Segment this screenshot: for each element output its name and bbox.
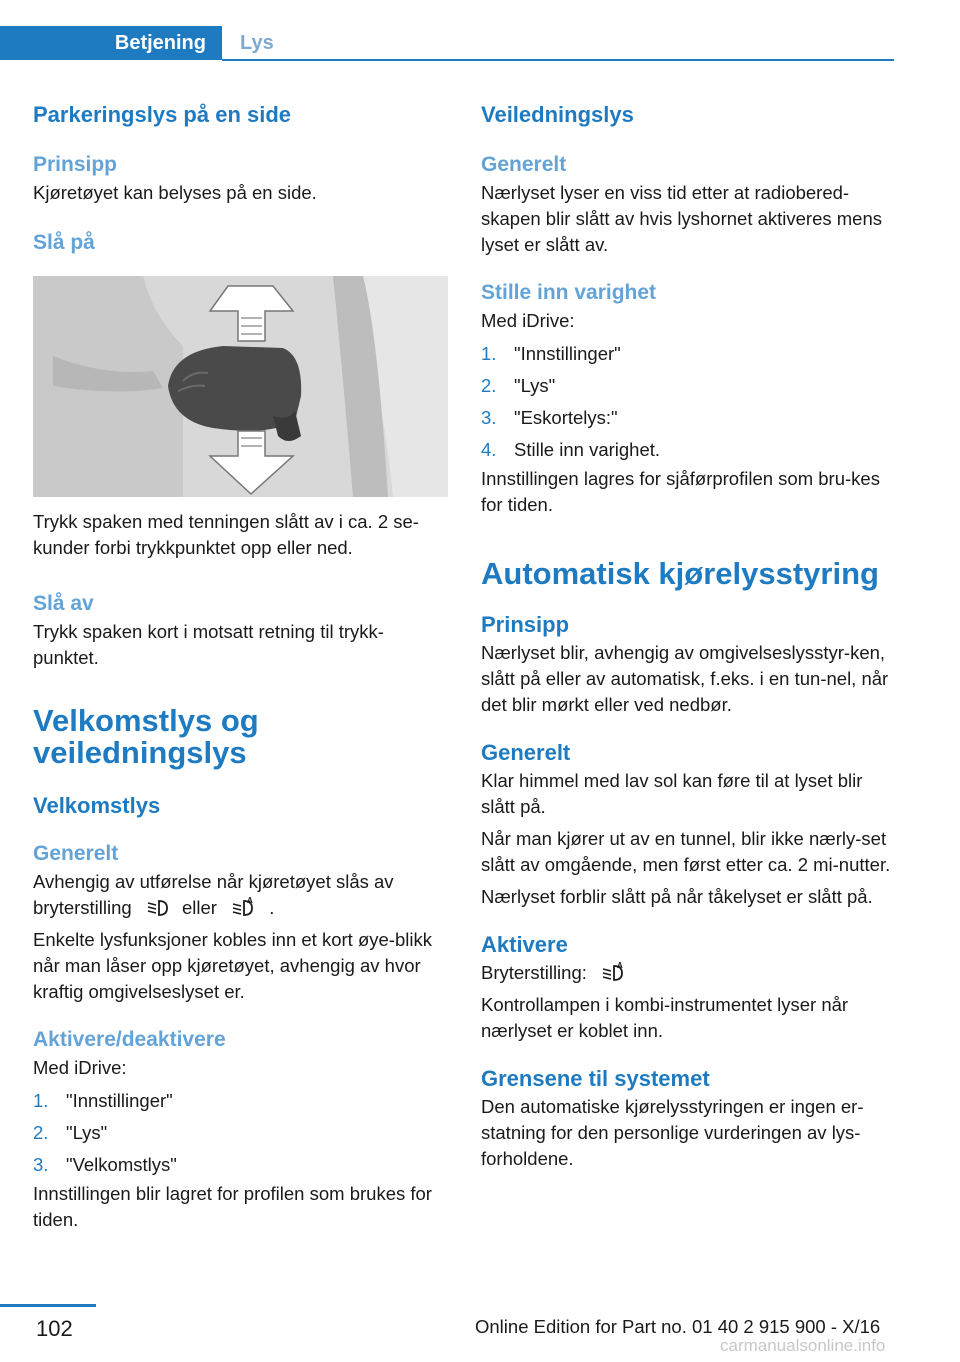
- right-column: [481, 100, 897, 1172]
- auto-light-icon: [230, 896, 256, 918]
- step-number: 1.: [33, 1090, 49, 1111]
- tab-betjening[interactable]: Betjening: [0, 26, 222, 60]
- heading-aktivere-deaktivere: Aktivere/deaktivere: [33, 1028, 226, 1051]
- edition-text: Online Edition for Part no. 01 40 2 915 900 - X/16: [475, 1316, 881, 1337]
- step-text: "Innstillinger": [66, 1090, 173, 1111]
- watermark: carmanualsonline.info: [720, 1336, 886, 1355]
- text-bryterstilling: [481, 960, 897, 986]
- footer-rule: [0, 1304, 96, 1307]
- heading-grensene: Grensene til systemet: [481, 1066, 710, 1091]
- list-item: [481, 402, 897, 434]
- heading-generelt: Generelt: [481, 153, 567, 176]
- svg-text:A: A: [617, 961, 623, 970]
- header: [0, 0, 960, 62]
- text-generelt: [33, 869, 449, 921]
- text-slaa-av: Trykk spaken kort i motsatt retning til trykk-punktet.: [33, 621, 384, 668]
- text-prinsipp: Kjøretøyet kan belyses på en side.: [33, 182, 317, 203]
- list-item: [481, 434, 897, 466]
- text-generelt-or: eller: [181, 897, 217, 918]
- text-bryter-label: Bryterstilling:: [481, 962, 587, 983]
- text-prinsipp: Nærlyset blir, avhengig av omgivelseslysstyr-ken, slått på eller av automatisk, f.eks. i en tun-nel, når det blir mørkt eller ved nedbør.: [481, 642, 889, 715]
- heading-generelt: Generelt: [33, 842, 119, 865]
- heading-generelt-2: Generelt: [481, 740, 571, 765]
- low-beam-icon: [145, 898, 169, 918]
- header-rule: [222, 59, 894, 61]
- list-item: [481, 370, 897, 402]
- list-item: [33, 1085, 449, 1117]
- step-number: 3.: [481, 407, 497, 428]
- step-text: "Velkomstlys": [66, 1154, 177, 1175]
- step-text: "Lys": [514, 375, 556, 396]
- heading-slaa-paa: Slå på: [33, 231, 95, 254]
- heading-stille-inn-varighet: Stille inn varighet: [481, 281, 657, 304]
- step-number: 2.: [481, 375, 497, 396]
- text-generelt: Nærlyset lyser en viss tid etter at radiobered-skapen blir slått av hvis lyshornet aktiveres mens lyset er slått av.: [481, 182, 883, 255]
- steps-varighet: [481, 338, 897, 466]
- lever-illustration: [33, 276, 448, 497]
- heading-velkomstlys-line1: Velkomstlys og: [33, 703, 259, 738]
- heading-aktivere: Aktivere: [481, 932, 568, 957]
- text-innstillingen: Innstillingen lagres for sjåførprofilen som bru-kes for tiden.: [481, 468, 880, 515]
- text-enkelte: Enkelte lysfunksjoner kobles inn et kort øye-blikk når man låser opp kjøretøyet, avhengig av hvor kraftig omgivelseslyset er.: [33, 929, 432, 1002]
- list-item: [33, 1117, 449, 1149]
- step-number: 2.: [33, 1122, 49, 1143]
- svg-text:A: A: [247, 896, 253, 905]
- list-item: [33, 1149, 449, 1181]
- text-innstillingen: Innstillingen blir lagret for profilen som brukes for tiden.: [33, 1183, 432, 1230]
- heading-prinsipp: Prinsipp: [33, 153, 118, 176]
- tab-lys[interactable]: Lys: [240, 31, 274, 54]
- heading-automatisk-kjorelysstyring: Automatisk kjørelysstyring: [481, 556, 879, 591]
- text-med-idrive: Med iDrive:: [33, 1057, 127, 1078]
- heading-prinsipp: Prinsipp: [481, 612, 570, 637]
- heading-veiledningslys: Veiledningslys: [481, 102, 634, 127]
- step-text: "Eskortelys:": [514, 407, 618, 428]
- text-generelt-a: Avhengig av utførelse når kjøretøyet slås av bryterstilling: [33, 871, 394, 918]
- heading-velkomstlys: Velkomstlys: [33, 793, 161, 818]
- text-generelt2-1: Klar himmel med lav sol kan føre til at lyset blir slått på.: [481, 770, 863, 817]
- list-item: [481, 338, 897, 370]
- left-column: [33, 100, 449, 1233]
- text-generelt2-2: Når man kjører ut av en tunnel, blir ikke nærly-set slått av omgående, men først etter ca. 2 mi-nutter.: [481, 828, 891, 875]
- text-generelt-end: .: [269, 897, 275, 918]
- heading-parkeringslys: Parkeringslys på en side: [33, 102, 292, 127]
- text-med-idrive: Med iDrive:: [481, 310, 575, 331]
- lever-figure: [33, 276, 448, 497]
- heading-velkomstlys-line2: veiledningslys: [33, 735, 247, 770]
- heading-slaa-av: Slå av: [33, 592, 94, 615]
- text-grensene: Den automatiske kjørelysstyringen er ingen er-statning for den personlige vurderingen av lys-forholdene.: [481, 1096, 864, 1169]
- auto-light-icon: [600, 961, 626, 983]
- step-number: 4.: [481, 439, 497, 460]
- steps-velkomstlys: [33, 1085, 449, 1181]
- step-number: 3.: [33, 1154, 49, 1175]
- text-generelt2-3: Nærlyset forblir slått på når tåkelyset er slått på.: [481, 886, 873, 907]
- page-number: 102: [36, 1316, 73, 1341]
- step-number: 1.: [481, 343, 497, 364]
- step-text: "Innstillinger": [514, 343, 621, 364]
- figure-caption: Trykk spaken med tenningen slått av i ca. 2 se-kunder forbi trykkpunktet opp eller ned.: [33, 511, 419, 558]
- step-text: "Lys": [66, 1122, 108, 1143]
- text-kontrollampen: Kontrollampen i kombi-instrumentet lyser når nærlyset er koblet inn.: [481, 994, 849, 1041]
- step-text: Stille inn varighet.: [514, 439, 661, 460]
